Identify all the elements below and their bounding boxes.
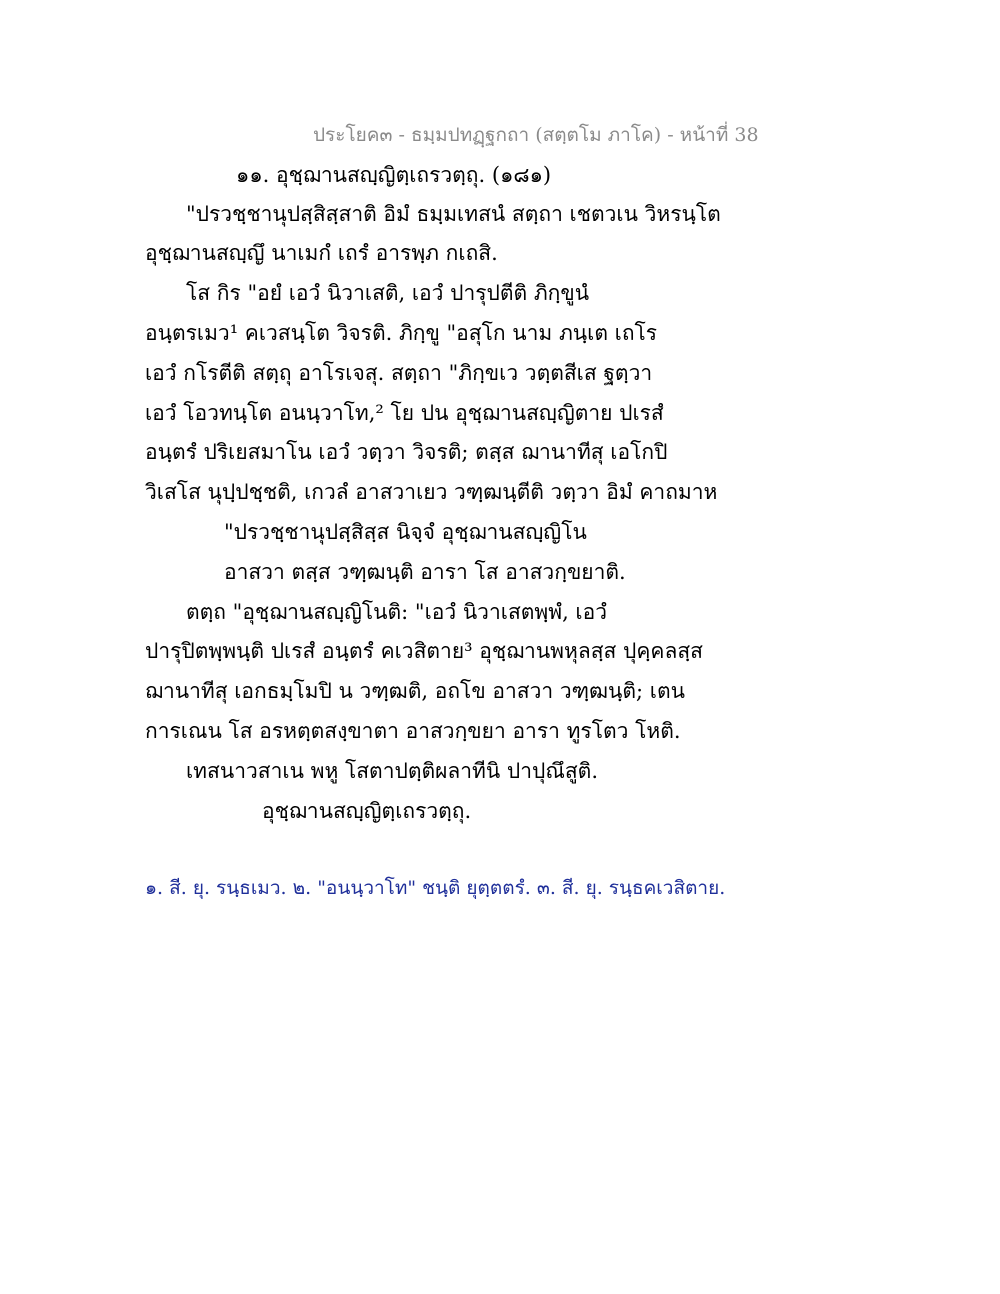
story-title: ๑๑. อุชฺฌานสญฺญิตฺเถรวตฺถุ. (๑๘๑) — [236, 163, 552, 187]
footnotes: ๑. สี. ยุ. รนฺธเมว. ๒. "อนนฺวาโท" ชนฺติ ยุตฺตตรํ. ๓. สี. ยุ. รนฺธคเวสิตาย. — [145, 877, 726, 899]
commentary-line: ฌานาทีสุ เอกธมฺโมปิ น วฑฺฒติ, อถโข อาสวา วฑฺฒนฺติ; เตน — [145, 679, 685, 703]
body-line: วิเสโส นุปฺปชฺชติ, เกวลํ อาสวาเยว วฑฺฒนฺตีติ วตฺวา อิมํ คาถมาห — [145, 480, 718, 504]
verse-line: "ปรวชฺชานุปสฺสิสฺส นิจฺจํ อุชฺฌานสญฺญิโน — [224, 520, 587, 544]
body-line: อนฺตรเมว¹ คเวสนฺโต วิจรติ. ภิกฺขู "อสุโก นาม ภนฺเต เถโร — [145, 321, 658, 345]
body-line: "ปรวชฺชานุปสฺสิสฺสาติ อิมํ ธมฺมเทสนํ สตฺถา เชตวเน วิหรนฺโต — [186, 202, 721, 226]
commentary-line: การเณน โส อรหตฺตสงฺขาตา อาสวกฺขยา อารา ทูรโตว โหติ. — [145, 719, 681, 743]
running-header: ประโยค๓ - ธมฺมปทฏฺฐกถา (สตฺตโม ภาโค) - หน้าที่ 38 — [313, 124, 759, 146]
story-closing: อุชฺฌานสญฺญิตฺเถรวตฺถุ. — [262, 799, 472, 823]
verse-line: อาสวา ตสฺส วฑฺฒนฺติ อารา โส อาสวกฺขยาติ. — [224, 560, 626, 584]
body-line: อนฺตรํ ปริเยสมาโน เอวํ วตฺวา วิจรติ; ตสฺส ฌานาทีสุ เอโกปิ — [145, 440, 668, 464]
body-line: โส กิร "อยํ เอวํ นิวาเสติ, เอวํ ปารุปตีติ ภิกฺขูนํ — [186, 281, 590, 305]
body-line: อุชฺฌานสญฺญึ นาเมกํ เถรํ อารพฺภ กเถสิ. — [145, 241, 498, 265]
commentary-line: ตตฺถ "อุชฺฌานสญฺญิโนติ: "เอวํ นิวาเสตพฺพํ, เอวํ — [186, 600, 608, 624]
body-line: เอวํ กโรตีติ สตฺถุ อาโรเจสุ. สตฺถา "ภิกฺขเว วตฺตสีเส ฐตฺวา — [145, 361, 653, 385]
commentary-line: เทสนาวสาเน พหู โสตาปตฺติผลาทีนิ ปาปุณึสูติ. — [186, 759, 598, 783]
body-line: เอวํ โอวทนฺโต อนนฺวาโท,² โย ปน อุชฺฌานสญฺญิตาย ปเรสํ — [145, 401, 664, 425]
commentary-line: ปารุปิตพฺพนฺติ ปเรสํ อนฺตรํ คเวสิตาย³ อุชฺฌานพหุลสฺส ปุคฺคลสฺส — [145, 639, 703, 663]
